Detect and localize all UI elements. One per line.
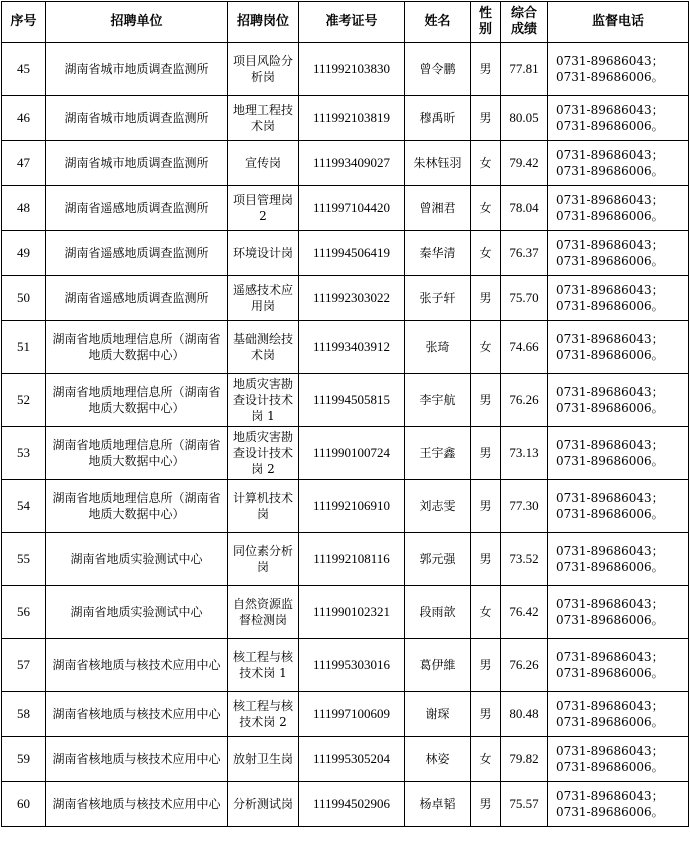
phone-line: 0731-89686043； xyxy=(556,744,664,758)
row-score: 74.66 xyxy=(501,321,548,374)
row-seq: 60 xyxy=(2,782,46,827)
row-gender: 男 xyxy=(471,639,501,692)
header-exam-id: 准考证号 xyxy=(299,2,405,43)
row-seq: 46 xyxy=(2,96,46,141)
row-unit: 湖南省地质地理信息所（湖南省地质大数据中心） xyxy=(46,427,228,480)
row-phone xyxy=(548,480,689,533)
row-score: 80.05 xyxy=(501,96,548,141)
row-name: 王宇鑫 xyxy=(405,427,471,480)
row-score: 79.82 xyxy=(501,737,548,782)
row-gender: 男 xyxy=(471,427,501,480)
row-seq: 59 xyxy=(2,737,46,782)
header-phone: 监督电话 xyxy=(548,2,689,43)
row-unit: 湖南省城市地质调查监测所 xyxy=(46,141,228,186)
table-row xyxy=(2,480,689,533)
row-gender: 女 xyxy=(471,737,501,782)
row-unit: 湖南省城市地质调查监测所 xyxy=(46,96,228,141)
row-exam-id: 111997100609 xyxy=(299,692,405,737)
row-post: 自然资源监督检测岗 xyxy=(228,586,299,639)
phone-line: 0731-89686006。 xyxy=(556,164,664,178)
row-name: 郭元强 xyxy=(405,533,471,586)
phone-line: 0731-89686043； xyxy=(556,238,664,252)
row-score: 80.48 xyxy=(501,692,548,737)
phone-line: 0731-89686043； xyxy=(556,544,664,558)
row-seq: 57 xyxy=(2,639,46,692)
row-unit: 湖南省地质地理信息所（湖南省地质大数据中心） xyxy=(46,374,228,427)
row-name: 张琦 xyxy=(405,321,471,374)
row-seq: 45 xyxy=(2,43,46,96)
header-unit: 招聘单位 xyxy=(46,2,228,43)
phone-line: 0731-89686043； xyxy=(556,597,664,611)
table-row xyxy=(2,782,689,827)
row-post: 项目风险分析岗 xyxy=(228,43,299,96)
phone-line: 0731-89686006。 xyxy=(556,715,664,729)
row-gender: 女 xyxy=(471,321,501,374)
row-score: 76.26 xyxy=(501,374,548,427)
row-post: 地理工程技术岗 xyxy=(228,96,299,141)
row-seq: 54 xyxy=(2,480,46,533)
phone-line: 0731-89686043； xyxy=(556,699,664,713)
row-phone xyxy=(548,141,689,186)
row-gender: 男 xyxy=(471,533,501,586)
phone-line: 0731-89686006。 xyxy=(556,560,664,574)
row-phone xyxy=(548,639,689,692)
row-post: 放射卫生岗 xyxy=(228,737,299,782)
phone-line: 0731-89686043； xyxy=(556,385,664,399)
phone-line: 0731-89686006。 xyxy=(556,507,664,521)
row-score: 79.42 xyxy=(501,141,548,186)
table-row xyxy=(2,276,689,321)
header-score: 综合成绩 xyxy=(501,2,548,43)
row-seq: 52 xyxy=(2,374,46,427)
row-seq: 49 xyxy=(2,231,46,276)
phone-line: 0731-89686006。 xyxy=(556,613,664,627)
table-row xyxy=(2,321,689,374)
row-unit: 湖南省地质实验测试中心 xyxy=(46,533,228,586)
row-name: 曾令鹏 xyxy=(405,43,471,96)
row-unit: 湖南省核地质与核技术应用中心 xyxy=(46,692,228,737)
header-post: 招聘岗位 xyxy=(228,2,299,43)
table-row xyxy=(2,141,689,186)
row-post: 环境设计岗 xyxy=(228,231,299,276)
phone-line: 0731-89686043； xyxy=(556,332,664,346)
row-post: 宣传岗 xyxy=(228,141,299,186)
phone-line: 0731-89686043； xyxy=(556,193,664,207)
header-row xyxy=(2,2,689,43)
table-row xyxy=(2,692,689,737)
row-post: 地质灾害勘查设计技术岗 2 xyxy=(228,427,299,480)
row-gender: 女 xyxy=(471,586,501,639)
phone-line: 0731-89686006。 xyxy=(556,760,664,774)
row-phone xyxy=(548,231,689,276)
table-row xyxy=(2,374,689,427)
phone-line: 0731-89686043； xyxy=(556,491,664,505)
row-exam-id: 111992103819 xyxy=(299,96,405,141)
row-phone xyxy=(548,321,689,374)
row-unit: 湖南省遥感地质调查监测所 xyxy=(46,276,228,321)
header-name: 姓名 xyxy=(405,2,471,43)
row-score: 78.04 xyxy=(501,186,548,231)
row-score: 76.42 xyxy=(501,586,548,639)
row-phone xyxy=(548,276,689,321)
row-name: 段雨歆 xyxy=(405,586,471,639)
phone-line: 0731-89686043； xyxy=(556,148,664,162)
table-row xyxy=(2,737,689,782)
phone-line: 0731-89686006。 xyxy=(556,666,664,680)
row-score: 76.26 xyxy=(501,639,548,692)
table-row xyxy=(2,231,689,276)
row-name: 刘志雯 xyxy=(405,480,471,533)
row-seq: 48 xyxy=(2,186,46,231)
table-row xyxy=(2,533,689,586)
row-score: 76.37 xyxy=(501,231,548,276)
row-phone xyxy=(548,43,689,96)
row-phone xyxy=(548,782,689,827)
row-seq: 58 xyxy=(2,692,46,737)
row-exam-id: 111992108116 xyxy=(299,533,405,586)
row-name: 张子轩 xyxy=(405,276,471,321)
row-gender: 男 xyxy=(471,480,501,533)
table-row xyxy=(2,586,689,639)
row-gender: 女 xyxy=(471,186,501,231)
row-unit: 湖南省核地质与核技术应用中心 xyxy=(46,737,228,782)
row-gender: 男 xyxy=(471,43,501,96)
row-post: 项目管理岗 2 xyxy=(228,186,299,231)
table-row xyxy=(2,43,689,96)
row-exam-id: 111993409027 xyxy=(299,141,405,186)
row-gender: 男 xyxy=(471,782,501,827)
phone-line: 0731-89686006。 xyxy=(556,70,664,84)
phone-line: 0731-89686043； xyxy=(556,789,664,803)
row-post: 核工程与核技术岗 2 xyxy=(228,692,299,737)
row-seq: 51 xyxy=(2,321,46,374)
table-row xyxy=(2,186,689,231)
phone-line: 0731-89686006。 xyxy=(556,254,664,268)
row-exam-id: 111992106910 xyxy=(299,480,405,533)
row-phone xyxy=(548,692,689,737)
phone-line: 0731-89686043； xyxy=(556,650,664,664)
row-gender: 女 xyxy=(471,231,501,276)
row-name: 李宇航 xyxy=(405,374,471,427)
row-gender: 男 xyxy=(471,276,501,321)
phone-line: 0731-89686006。 xyxy=(556,348,664,362)
row-name: 葛伊維 xyxy=(405,639,471,692)
row-phone xyxy=(548,186,689,231)
row-unit: 湖南省核地质与核技术应用中心 xyxy=(46,639,228,692)
row-exam-id: 111990100724 xyxy=(299,427,405,480)
row-unit: 湖南省地质地理信息所（湖南省地质大数据中心） xyxy=(46,480,228,533)
row-name: 杨卓韬 xyxy=(405,782,471,827)
row-seq: 55 xyxy=(2,533,46,586)
phone-line: 0731-89686043； xyxy=(556,103,664,117)
row-exam-id: 111995305204 xyxy=(299,737,405,782)
row-phone xyxy=(548,533,689,586)
row-post: 遥感技术应用岗 xyxy=(228,276,299,321)
row-gender: 男 xyxy=(471,374,501,427)
row-post: 核工程与核技术岗 1 xyxy=(228,639,299,692)
phone-line: 0731-89686006。 xyxy=(556,209,664,223)
phone-line: 0731-89686006。 xyxy=(556,805,664,819)
row-phone xyxy=(548,374,689,427)
table-row xyxy=(2,96,689,141)
row-exam-id: 111994505815 xyxy=(299,374,405,427)
row-gender: 男 xyxy=(471,692,501,737)
row-seq: 56 xyxy=(2,586,46,639)
table-row xyxy=(2,639,689,692)
row-unit: 湖南省核地质与核技术应用中心 xyxy=(46,782,228,827)
header-gender: 性别 xyxy=(471,2,501,43)
row-post: 分析测试岗 xyxy=(228,782,299,827)
row-score: 75.70 xyxy=(501,276,548,321)
row-post: 地质灾害勘查设计技术岗 1 xyxy=(228,374,299,427)
row-exam-id: 111994502906 xyxy=(299,782,405,827)
row-seq: 53 xyxy=(2,427,46,480)
row-post: 同位素分析岗 xyxy=(228,533,299,586)
row-exam-id: 111990102321 xyxy=(299,586,405,639)
row-gender: 男 xyxy=(471,96,501,141)
row-name: 秦华清 xyxy=(405,231,471,276)
row-phone xyxy=(548,96,689,141)
phone-line: 0731-89686043； xyxy=(556,54,664,68)
row-score: 75.57 xyxy=(501,782,548,827)
phone-line: 0731-89686006。 xyxy=(556,119,664,133)
row-unit: 湖南省遥感地质调查监测所 xyxy=(46,186,228,231)
phone-line: 0731-89686006。 xyxy=(556,401,664,415)
row-exam-id: 111993403912 xyxy=(299,321,405,374)
row-unit: 湖南省城市地质调查监测所 xyxy=(46,43,228,96)
phone-line: 0731-89686043； xyxy=(556,438,664,452)
row-post: 计算机技术岗 xyxy=(228,480,299,533)
row-exam-id: 111994506419 xyxy=(299,231,405,276)
row-name: 穆禹昕 xyxy=(405,96,471,141)
row-score: 73.13 xyxy=(501,427,548,480)
row-seq: 50 xyxy=(2,276,46,321)
row-post: 基础测绘技术岗 xyxy=(228,321,299,374)
row-name: 曾湘君 xyxy=(405,186,471,231)
row-phone xyxy=(548,737,689,782)
row-gender: 女 xyxy=(471,141,501,186)
row-name: 林姿 xyxy=(405,737,471,782)
row-unit: 湖南省地质地理信息所（湖南省地质大数据中心） xyxy=(46,321,228,374)
row-phone xyxy=(548,427,689,480)
row-exam-id: 111992303022 xyxy=(299,276,405,321)
row-name: 谢琛 xyxy=(405,692,471,737)
table-row xyxy=(2,427,689,480)
row-score: 77.81 xyxy=(501,43,548,96)
row-exam-id: 111995303016 xyxy=(299,639,405,692)
header-seq: 序号 xyxy=(2,2,46,43)
row-exam-id: 111997104420 xyxy=(299,186,405,231)
row-phone xyxy=(548,586,689,639)
row-exam-id: 111992103830 xyxy=(299,43,405,96)
row-unit: 湖南省遥感地质调查监测所 xyxy=(46,231,228,276)
row-score: 77.30 xyxy=(501,480,548,533)
row-seq: 47 xyxy=(2,141,46,186)
phone-line: 0731-89686006。 xyxy=(556,454,664,468)
phone-line: 0731-89686006。 xyxy=(556,299,664,313)
row-score: 73.52 xyxy=(501,533,548,586)
results-table xyxy=(1,1,689,827)
row-name: 朱林钰羽 xyxy=(405,141,471,186)
row-unit: 湖南省地质实验测试中心 xyxy=(46,586,228,639)
phone-line: 0731-89686043； xyxy=(556,283,664,297)
